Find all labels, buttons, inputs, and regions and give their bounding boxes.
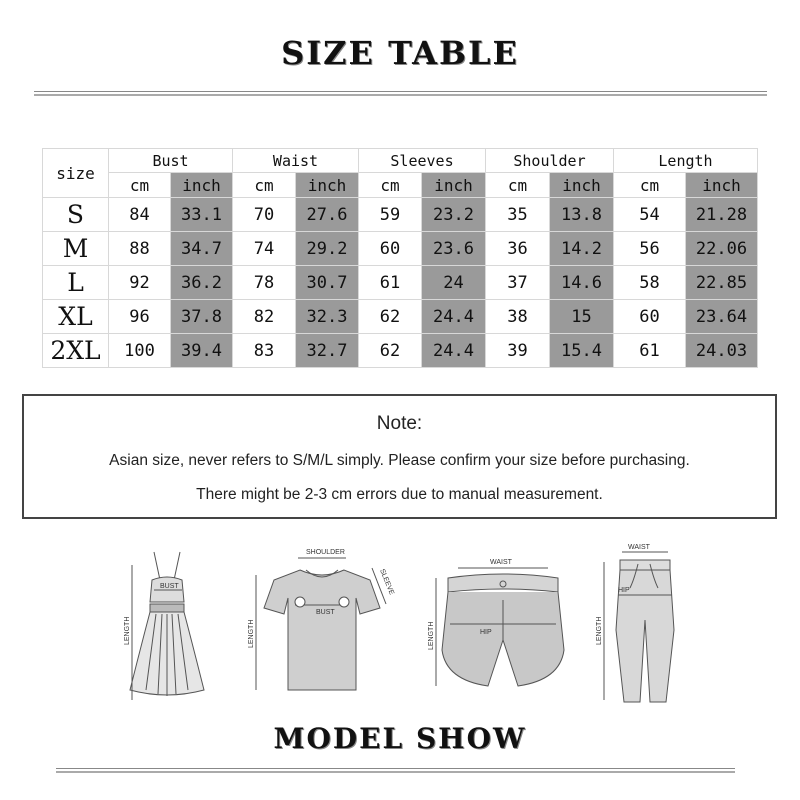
table-cell: 24.4 bbox=[422, 300, 486, 334]
tshirt-measurement-figure bbox=[240, 540, 405, 710]
table-cell: 21.28 bbox=[686, 198, 758, 232]
shorts-hip-label: HIP bbox=[480, 629, 492, 636]
table-cell: 36.2 bbox=[171, 266, 233, 300]
table-cell: 37 bbox=[486, 266, 550, 300]
table-row bbox=[43, 300, 758, 334]
title-divider-bottom bbox=[34, 94, 767, 96]
tshirt-length-label: LENGTH bbox=[248, 619, 255, 648]
unit-header-cm: cm bbox=[486, 173, 550, 198]
unit-header-inch: inch bbox=[171, 173, 233, 198]
table-cell: 62 bbox=[359, 334, 422, 368]
table-cell: 35 bbox=[486, 198, 550, 232]
table-cell: 24.4 bbox=[422, 334, 486, 368]
table-cell: 100 bbox=[109, 334, 171, 368]
pants-waist-label: WAIST bbox=[628, 544, 650, 551]
header-sleeves: Sleeves bbox=[359, 149, 486, 173]
size-label: L bbox=[43, 266, 109, 300]
table-cell: 39.4 bbox=[171, 334, 233, 368]
header-waist: Waist bbox=[233, 149, 359, 173]
table-cell: 70 bbox=[233, 198, 296, 232]
table-cell: 74 bbox=[233, 232, 296, 266]
table-cell: 30.7 bbox=[296, 266, 359, 300]
shorts-length-label: LENGTH bbox=[428, 621, 435, 650]
shorts-waist-label: WAIST bbox=[490, 559, 512, 566]
table-cell: 34.7 bbox=[171, 232, 233, 266]
unit-header-cm: cm bbox=[109, 173, 171, 198]
table-row bbox=[43, 334, 758, 368]
table-cell: 15 bbox=[550, 300, 614, 334]
shorts-measurement-figure bbox=[428, 540, 578, 710]
table-cell: 39 bbox=[486, 334, 550, 368]
note-box bbox=[22, 394, 777, 519]
size-table-title: SIZE TABLE bbox=[281, 34, 519, 72]
table-cell: 82 bbox=[233, 300, 296, 334]
footer-divider-bottom bbox=[56, 771, 735, 773]
unit-header-inch: inch bbox=[296, 173, 359, 198]
unit-header-inch: inch bbox=[686, 173, 758, 198]
table-cell: 36 bbox=[486, 232, 550, 266]
table-cell: 23.2 bbox=[422, 198, 486, 232]
table-cell: 23.6 bbox=[422, 232, 486, 266]
table-cell: 22.06 bbox=[686, 232, 758, 266]
unit-header-inch: inch bbox=[422, 173, 486, 198]
table-cell: 15.4 bbox=[550, 334, 614, 368]
table-row bbox=[43, 198, 758, 232]
table-cell: 13.8 bbox=[550, 198, 614, 232]
table-cell: 32.3 bbox=[296, 300, 359, 334]
dress-bust-label: BUST bbox=[160, 583, 179, 590]
table-cell: 56 bbox=[614, 232, 686, 266]
pants-measurement-figure bbox=[590, 540, 700, 710]
title-divider-top bbox=[34, 91, 767, 92]
header-bust: Bust bbox=[109, 149, 233, 173]
table-cell: 88 bbox=[109, 232, 171, 266]
dress-length-label: LENGTH bbox=[124, 616, 131, 645]
unit-header-cm: cm bbox=[359, 173, 422, 198]
table-row bbox=[43, 266, 758, 300]
size-table bbox=[42, 148, 758, 368]
table-cell: 54 bbox=[614, 198, 686, 232]
model-show-title: MODEL SHOW bbox=[273, 722, 527, 755]
table-cell: 58 bbox=[614, 266, 686, 300]
size-label: 2XL bbox=[43, 334, 109, 368]
table-cell: 83 bbox=[233, 334, 296, 368]
table-cell: 78 bbox=[233, 266, 296, 300]
unit-header-cm: cm bbox=[614, 173, 686, 198]
header-length: Length bbox=[614, 149, 758, 173]
unit-header-cm: cm bbox=[233, 173, 296, 198]
tshirt-shoulder-label: SHOULDER bbox=[306, 549, 345, 556]
table-cell: 84 bbox=[109, 198, 171, 232]
table-cell: 92 bbox=[109, 266, 171, 300]
pants-length-label: LENGTH bbox=[596, 616, 603, 645]
table-cell: 38 bbox=[486, 300, 550, 334]
tshirt-bust-label: BUST bbox=[316, 609, 335, 616]
dress-measurement-figure bbox=[112, 540, 222, 710]
note-line-2: There might be 2-3 cm errors due to manual measurement. bbox=[196, 486, 603, 503]
table-cell: 61 bbox=[614, 334, 686, 368]
footer-divider-top bbox=[56, 768, 735, 769]
table-cell: 24 bbox=[422, 266, 486, 300]
table-cell: 27.6 bbox=[296, 198, 359, 232]
size-label: M bbox=[43, 232, 109, 266]
table-cell: 23.64 bbox=[686, 300, 758, 334]
size-label: S bbox=[43, 198, 109, 232]
table-cell: 96 bbox=[109, 300, 171, 334]
pants-hip-label: HIP bbox=[618, 587, 630, 594]
size-label: XL bbox=[43, 300, 109, 334]
tshirt-sleeve-label: SLEEVE bbox=[378, 568, 395, 597]
table-cell: 60 bbox=[614, 300, 686, 334]
note-title: Note: bbox=[376, 413, 423, 434]
unit-header-inch: inch bbox=[550, 173, 614, 198]
table-cell: 33.1 bbox=[171, 198, 233, 232]
table-cell: 61 bbox=[359, 266, 422, 300]
table-cell: 14.2 bbox=[550, 232, 614, 266]
table-cell: 32.7 bbox=[296, 334, 359, 368]
table-cell: 14.6 bbox=[550, 266, 614, 300]
header-shoulder: Shoulder bbox=[486, 149, 614, 173]
table-cell: 59 bbox=[359, 198, 422, 232]
table-cell: 37.8 bbox=[171, 300, 233, 334]
table-cell: 24.03 bbox=[686, 334, 758, 368]
table-row bbox=[43, 232, 758, 266]
size-column-header: size bbox=[43, 149, 109, 198]
table-cell: 29.2 bbox=[296, 232, 359, 266]
note-line-1: Asian size, never refers to S/M/L simply. Please confirm your size before purchasing. bbox=[109, 452, 690, 469]
table-cell: 60 bbox=[359, 232, 422, 266]
table-cell: 62 bbox=[359, 300, 422, 334]
table-cell: 22.85 bbox=[686, 266, 758, 300]
